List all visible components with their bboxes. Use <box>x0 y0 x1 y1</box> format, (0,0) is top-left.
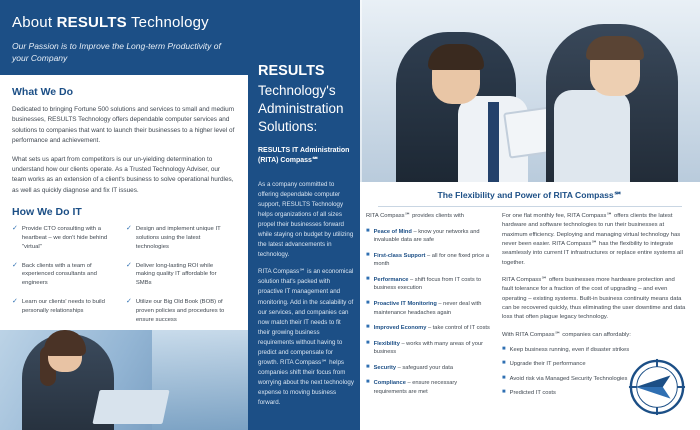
middle-title <box>258 62 354 136</box>
bullet-icon: ■ <box>502 389 506 396</box>
bullet-icon: ■ <box>502 360 506 367</box>
what-we-do-heading: What We Do <box>12 86 74 98</box>
how-we-do-it-block <box>12 206 236 335</box>
middle-subtitle: RESULTS IT Administration (RITA) Compass℠ <box>258 147 350 165</box>
check-icon: ✓ <box>126 225 132 232</box>
what-we-do-p1: Dedicated to bringing Fortune 500 solutions and services to small and medium businesses, RESULTS Technology offers dependable computer services and solutions to companies that want to launch their businesses to a higher level of performance and achievement. <box>12 106 235 145</box>
feature-item <box>366 252 490 269</box>
list-item <box>126 262 230 289</box>
feature-name: Peace of Mind <box>373 228 412 235</box>
feature-text <box>374 300 490 317</box>
afford-text: Predicted IT costs <box>509 390 556 397</box>
afford-item <box>502 346 686 354</box>
photo-laptop <box>92 390 169 424</box>
what-we-do-p2: What sets us apart from competitors is our un-yielding determination to understand how our clients operate. As a Trusted Technology Adviser, our team works as an extension of a client's business to solve operational hurdles, as well as quickly diagnose and fix IT issues. <box>12 155 234 194</box>
left-header <box>0 0 248 75</box>
feature-item <box>366 364 490 373</box>
feature-text <box>374 364 453 373</box>
photo-woman-hair <box>586 36 644 60</box>
feature-name: Flexibility <box>373 340 400 347</box>
bullet-icon: ■ <box>366 339 370 346</box>
afford-text: Upgrade their IT performance <box>509 361 586 368</box>
afford-lead: With RITA Compass℠ companies can affordably: <box>502 331 631 338</box>
list-item <box>126 225 230 252</box>
photo-background <box>152 330 248 430</box>
feature-item <box>366 276 490 293</box>
list-item <box>12 298 116 316</box>
list-item-label: Deliver long-lasting ROI while making quality IT affordable for SMBs <box>135 262 217 287</box>
bullet-icon: ■ <box>366 251 370 258</box>
feature-name: First-class Support <box>373 252 426 259</box>
middle-paragraph-2: RITA Compass℠ is an economical solution that's packed with proactive IT management and monitoring. Add in the scalability of our services, and companies can now match their IT needs to fit their growing business requirements without having to predict and compensate for growth. RITA Compass℠ helps companies shift their focus from worrying about the next technology expense to moving business forward. <box>258 268 354 406</box>
list-item <box>12 225 116 252</box>
middle-body <box>258 180 354 415</box>
bullet-icon: ■ <box>366 227 370 234</box>
feature-desc: – know your networks and invaluable data are safe <box>373 228 480 244</box>
afford-text: Keep business running, even if disaster strikes <box>509 346 630 353</box>
how-we-do-it-col-left <box>12 225 116 335</box>
bullet-icon: ■ <box>366 299 370 306</box>
bullet-icon: ■ <box>502 345 506 352</box>
feature-item <box>366 379 490 396</box>
feature-text <box>374 252 490 269</box>
list-item-label: Back clients with a team of experienced consultants and engineers <box>21 262 97 287</box>
list-item <box>12 262 116 289</box>
how-we-do-it-heading: How We Do IT <box>12 206 82 218</box>
feature-text <box>374 228 490 245</box>
feature-item <box>366 300 490 317</box>
feature-desc: – works with many areas of your business <box>373 340 483 356</box>
photo-woman-shirt <box>554 90 630 182</box>
tagline: Our Passion is to Improve the Long-term Productivity of your Company <box>12 41 221 64</box>
list-item-label: Design and implement unique IT solutions using the latest technologies <box>135 226 221 250</box>
list-item-label: Provide CTO consulting with a heartbeat – we don't hide behind "virtual" <box>21 226 108 250</box>
title-lead: About <box>12 14 57 31</box>
afford-text: Avoid risk via Managed Security Technologies <box>509 375 628 382</box>
photo-man-hair <box>428 44 484 70</box>
middle-title-rest: Technology's Administration Solutions: <box>258 82 344 134</box>
page-title <box>12 14 209 31</box>
header-photo <box>360 0 700 182</box>
left-photo <box>0 330 248 430</box>
right-panel <box>360 182 700 430</box>
check-icon: ✓ <box>12 225 18 232</box>
middle-panel <box>248 0 360 430</box>
how-we-do-it-col-right <box>126 225 230 335</box>
description-paragraph-1: For one flat monthly fee, RITA Compass℠ offers clients the latest hardware and software technologies to run their businesses at maximum efficiency. Deploying and managing virtual technology has never been easier. RITA Compass℠ has the flexibility to integrate seamlessly into current IT infrastructures or replace entire systems all together. <box>502 213 683 266</box>
feature-name: Compliance <box>373 380 406 387</box>
feature-desc: – safeguard your data <box>396 364 453 371</box>
check-icon: ✓ <box>126 261 132 269</box>
list-item-label: Utilize our Big Old Book (BOB) of proven policies and procedures to ensure success <box>135 299 225 323</box>
bullet-icon: ■ <box>366 324 370 331</box>
left-panel <box>0 0 248 430</box>
feature-item <box>366 228 490 245</box>
left-body <box>12 86 236 335</box>
check-icon: ✓ <box>126 298 132 306</box>
feature-item <box>366 324 490 333</box>
how-we-do-it-grid <box>12 225 236 335</box>
feature-name: Improved Economy <box>373 325 427 332</box>
feature-item <box>366 340 490 357</box>
title-brand: RESULTS <box>56 14 127 31</box>
feature-desc: – never deal with maintenance headaches again <box>373 300 482 316</box>
feature-name: Performance <box>373 276 409 283</box>
feature-name: Proactive IT Monitoring <box>373 300 437 307</box>
list-item <box>126 298 230 325</box>
feature-desc: – take control of IT costs <box>426 325 490 332</box>
feature-desc: – all for one fixed price a month <box>373 252 490 268</box>
photo-person-hair <box>44 330 86 356</box>
feature-desc: – ensure necessary requirements are met <box>373 380 458 395</box>
bullet-icon: ■ <box>366 275 370 282</box>
feature-text <box>374 324 490 333</box>
photo-man-tie <box>488 102 499 182</box>
middle-title-brand: RESULTS <box>258 63 325 79</box>
check-icon: ✓ <box>12 261 18 269</box>
feature-desc: – shift focus from IT costs to business execution <box>373 276 481 292</box>
feature-text <box>374 340 490 357</box>
divider <box>378 206 682 207</box>
features-column <box>366 212 490 404</box>
features-lead: RITA Compass℠ provides clients with <box>366 213 464 219</box>
check-icon: ✓ <box>12 298 18 306</box>
bullet-icon: ■ <box>366 363 370 370</box>
compass-logo-icon <box>628 358 686 416</box>
title-tail: Technology <box>126 14 209 31</box>
section-title: The Flexibility and Power of RITA Compass℠ <box>437 190 623 200</box>
feature-text <box>374 276 490 293</box>
feature-text <box>374 379 490 396</box>
description-paragraph-2: RITA Compass℠ offers businesses more hardware protection and fault tolerance for a fraction of the cost of upgrading – and even operating – existing systems. Built-in business continuity means data can be recovered quickly, thus eliminating the user downtime and data loss that often plague legacy technology. <box>502 276 686 321</box>
bullet-icon: ■ <box>502 374 506 381</box>
bullet-icon: ■ <box>366 379 370 386</box>
feature-name: Security <box>373 364 397 371</box>
list-item-label: Learn our clients' needs to build personally relationships <box>21 299 105 315</box>
middle-paragraph-1: As a company committed to offering dependable computer support, RESULTS Technology helps organizations of all sizes propel their businesses forward while staying on budget by utilizing the latest advancements in technology. <box>258 181 354 259</box>
